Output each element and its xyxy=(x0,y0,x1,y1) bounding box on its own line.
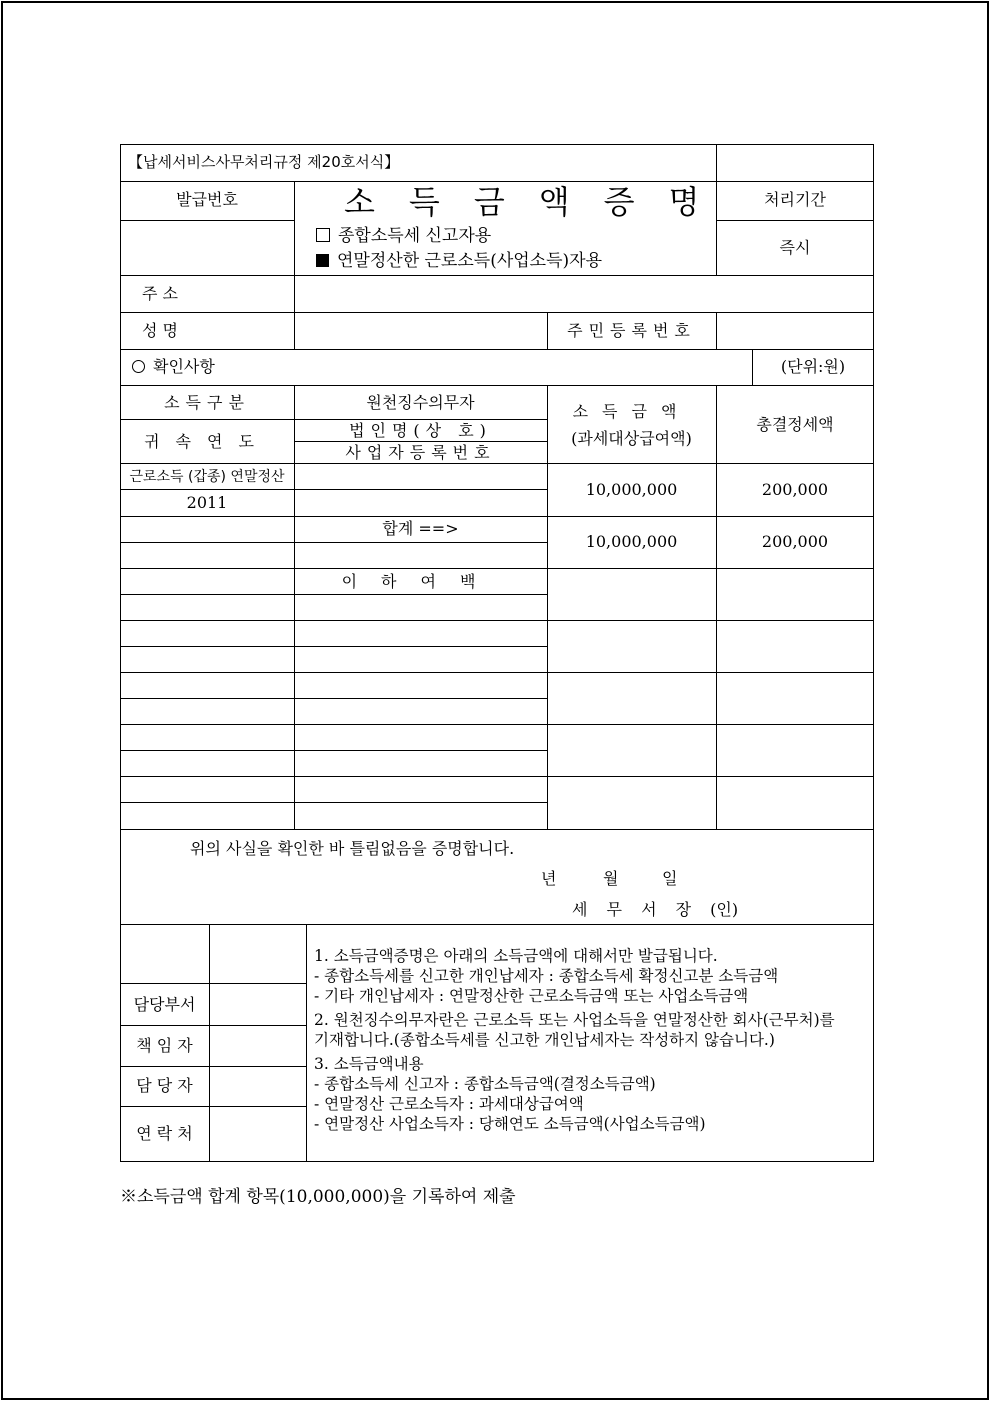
address-label: 주 소 xyxy=(142,284,178,303)
processing-period-value: 즉시 xyxy=(779,238,811,257)
note-line: - 종합소득세 신고자 : 종합소득금액(결정소득금액) xyxy=(314,1075,656,1093)
confirm-section-label: 확인사항 xyxy=(132,357,215,377)
certification-statement: 위의 사실을 확인한 바 틀림없음을 증명합니다. xyxy=(190,839,515,858)
note-line: 기재합니다.(종합소득세를 신고한 개인납세자는 작성하지 않습니다.) xyxy=(314,1031,775,1049)
form-code: 【납세서비스사무처리규정 제20호서식】 xyxy=(128,153,400,171)
header-withholder: 원천징수의무자 xyxy=(366,393,475,412)
footer-note: ※소득금액 합계 항목(10,000,000)을 기록하여 제출 xyxy=(120,1187,516,1207)
issuer: 세 무 서 장 (인) xyxy=(572,900,739,919)
name-field[interactable] xyxy=(295,313,546,348)
circle-bullet-icon xyxy=(132,360,145,373)
rrn-field[interactable] xyxy=(717,313,873,348)
sum-income-amount: 10,000,000 xyxy=(585,532,678,551)
staff-officer-label: 담 당 자 xyxy=(136,1076,193,1095)
date-day: 일 xyxy=(662,869,678,888)
processing-period-label: 처리기간 xyxy=(764,190,826,209)
header-corp-name: 법인명(상 호) xyxy=(349,421,492,440)
purpose-option-tax-filer[interactable]: 종합소득세 신고자용 xyxy=(316,226,491,246)
header-biz-reg-no: 사업자등록번호 xyxy=(345,443,496,462)
date-year: 년 xyxy=(541,869,557,888)
note-line: - 연말정산 근로소득자 : 과세대상급여액 xyxy=(314,1095,584,1113)
purpose-option-year-end[interactable]: 연말정산한 근로소득(사업소득)자용 xyxy=(316,251,602,271)
name-label: 성 명 xyxy=(142,321,178,340)
page-title: 소득금액증명 xyxy=(344,183,734,221)
row1-year: 2011 xyxy=(186,493,228,512)
address-field[interactable] xyxy=(295,276,873,311)
sum-label: 합계 ==> xyxy=(382,519,459,538)
sum-total-tax: 200,000 xyxy=(761,532,829,551)
unit-label: (단위:원) xyxy=(780,357,846,376)
note-line: 2. 원천징수의무자란은 근로소득 또는 사업소득을 연말정산한 회사(근무처)를 xyxy=(314,1011,835,1029)
staff-supervisor-label: 책 임 자 xyxy=(136,1036,193,1055)
date-month: 월 xyxy=(603,869,619,888)
header-income-amount: 소득금액 xyxy=(572,402,691,421)
notes-list xyxy=(314,946,870,1134)
issue-no-field[interactable] xyxy=(121,221,293,274)
header-income-amount-sub: (과세대상급여액) xyxy=(571,429,692,448)
note-line: 3. 소득금액내용 xyxy=(314,1055,424,1073)
note-line: - 기타 개인납세자 : 연말정산한 근로소득금액 또는 사업소득금액 xyxy=(314,987,749,1005)
header-total-tax: 총결정세액 xyxy=(756,415,834,434)
note-line: 1. 소득금액증명은 아래의 소득금액에 대해서만 발급됩니다. xyxy=(314,947,718,965)
row1-total-tax: 200,000 xyxy=(761,480,829,499)
rrn-label: 주민등록번호 xyxy=(567,321,696,340)
note-line: - 연말정산 사업소득자 : 당해연도 소득금액(사업소득금액) xyxy=(314,1115,706,1133)
staff-department-label: 담당부서 xyxy=(133,995,196,1014)
checkbox-checked-icon[interactable] xyxy=(316,254,329,267)
checkbox-unchecked-icon[interactable] xyxy=(316,228,330,242)
row1-income-type: 근로소득 (갑종) 연말정산 xyxy=(129,469,285,485)
issue-no-label: 발급번호 xyxy=(176,190,238,209)
header-income-type: 소득구분 xyxy=(164,393,250,412)
blank-below-label: 이하여백 xyxy=(341,572,500,591)
note-line: - 종합소득세를 신고한 개인납세자 : 종합소득세 확정신고분 소득금액 xyxy=(314,967,779,985)
staff-contact-label: 연 락 처 xyxy=(136,1124,193,1143)
row1-income-amount: 10,000,000 xyxy=(585,480,678,499)
header-year: 귀속연도 xyxy=(144,432,270,451)
